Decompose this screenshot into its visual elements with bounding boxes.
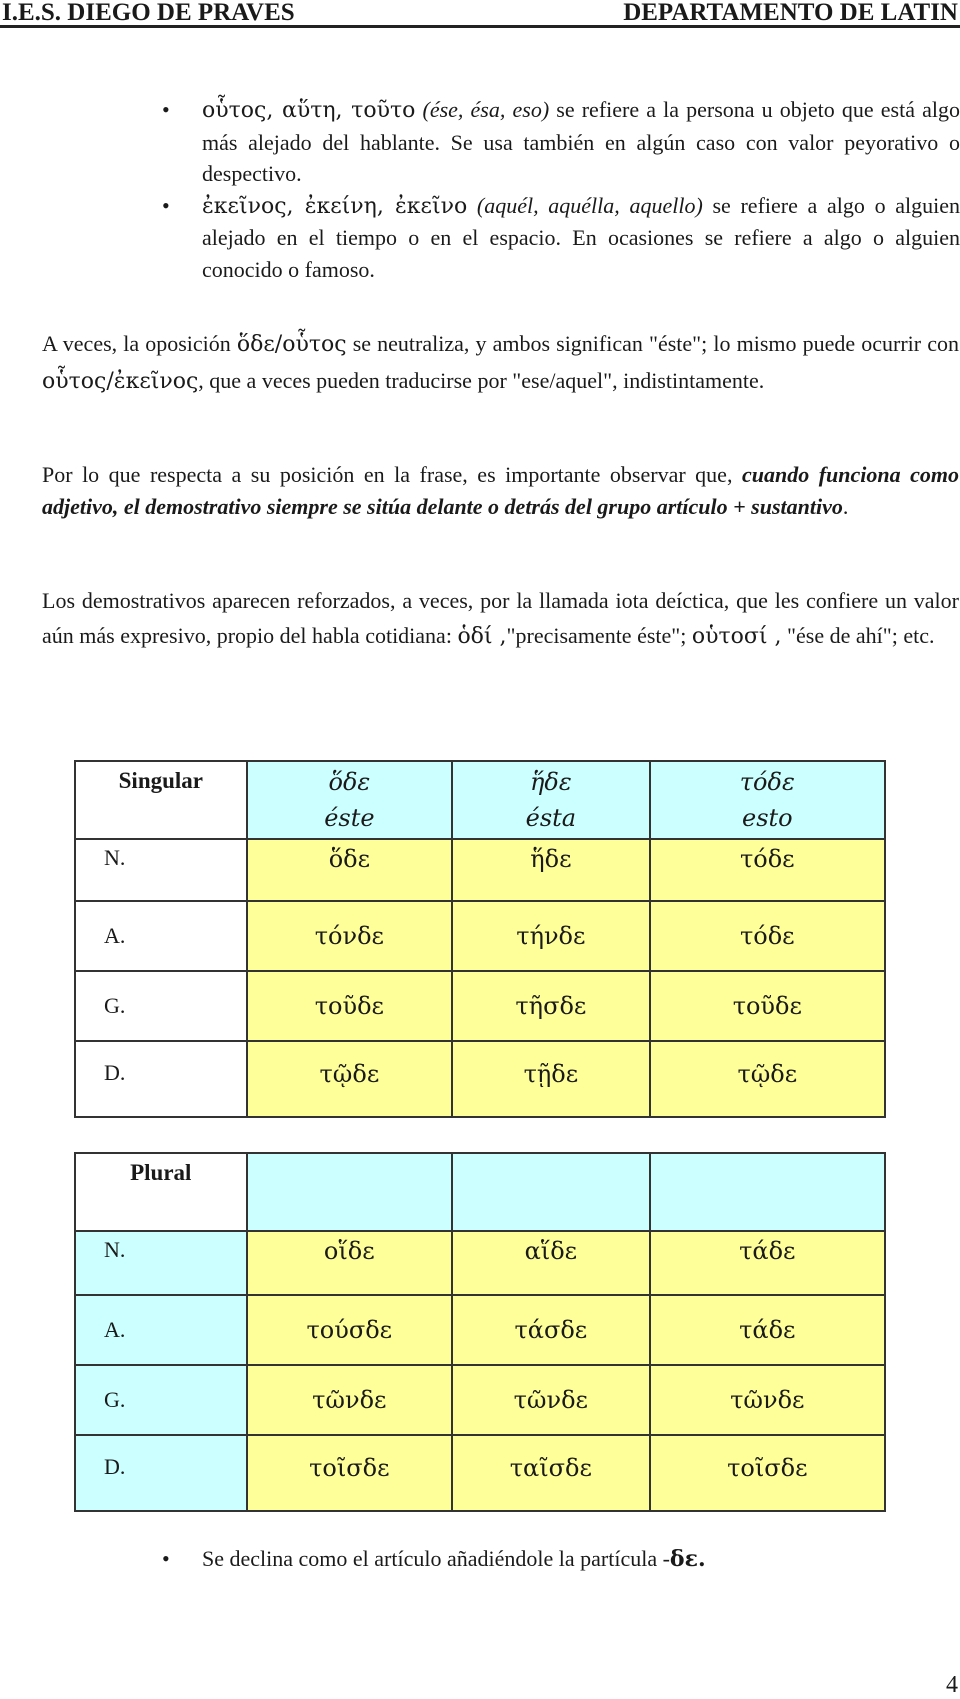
table-cell: τῶνδε [650,1365,885,1435]
paragraph-iota-deictic [42,583,959,654]
bullet-note [162,1543,960,1576]
emphasis: cuando funciona como adjetivo, el demostrativo siempre se sitúa delante o detrás del grupo artículo + sustantivo [42,462,959,519]
school-name: I.E.S. DIEGO DE PRAVES [2,0,295,26]
table-cell: τῶνδε [247,1365,453,1435]
table-row [75,1231,885,1295]
description: se refiere a algo o alguien alejado en el tiempo o en el espacio. En ocasiones se refiere a algo o alguien conocido o famoso. [202,192,960,282]
description: se refiere a la persona u objeto que está algo más alejado del hablante. Se usa también en algún caso con valor peyorativo o despectivo. [202,97,960,186]
table-cell: τούσδε [247,1295,453,1365]
text: "precisamente éste"; [506,623,692,648]
paragraph-position [42,459,959,522]
gloss: esto [742,804,793,832]
demonstrative-bullet-list [162,94,960,285]
text: "ése de ahí"; etc. [781,623,935,648]
table-cell: ὅδε [247,839,452,901]
singular-declension-table [74,760,886,1118]
table-cell: τάδε [650,1231,885,1295]
greek-term: ὅδε/οὗτος [236,332,347,357]
declension-note [162,1543,960,1576]
gloss: éste [324,804,375,832]
header-cell [247,1153,453,1231]
greek-term: οὑτοσί , [691,624,782,649]
bullet-outos [162,94,960,190]
table-cell: τάσδε [452,1295,650,1365]
header-cell [650,1153,885,1231]
case-label: G. [75,971,247,1041]
table-cell: τάδε [650,1295,885,1365]
text: , que a veces pueden traducirse por "ese/aquel", indistintamente. [198,367,765,393]
department-name: DEPARTAMENTO DE LATIN [623,0,958,26]
greek-form: ἥδε [530,768,572,796]
text: se neutraliza, y ambos significan "éste"; lo mismo puede ocurrir con [346,331,959,356]
greek-forms: ἐκεῖνος, ἐκείνη, ἐκεῖνο [202,193,468,219]
table-cell: τῷδε [650,1041,885,1117]
table-row [75,839,885,901]
table-header-row [75,1153,885,1231]
header-cell [247,761,452,839]
text: Por lo que respecta a su posición en la frase, es importante observar que, [42,462,742,487]
table-cell: ἥδε [452,839,650,901]
table-cell: τόδε [650,901,885,971]
case-label: A. [75,901,247,971]
case-label: N. [75,839,247,901]
table-header-row [75,761,885,839]
case-label: D. [75,1041,247,1117]
header-cell [452,1153,650,1231]
plural-label: Plural [75,1153,247,1231]
table-cell: οἵδε [247,1231,453,1295]
gloss: ésta [525,804,577,832]
greek-term: ὁδί , [457,624,507,649]
case-label: A. [75,1295,247,1365]
table-cell: τόδε [650,839,885,901]
table-cell: αἵδε [452,1231,650,1295]
header-cell [452,761,650,839]
singular-label: Singular [75,761,247,839]
table-cell: τῷδε [247,1041,452,1117]
case-label: G. [75,1365,247,1435]
meaning: (ése, ésa, eso) [415,97,550,122]
greek-form: ὅδε [328,768,371,796]
case-label: N. [75,1231,247,1295]
bullet-marker: • [162,192,170,218]
greek-forms: οὗτος, αὕτη, τοῦτο [202,98,416,123]
bullet-ekeinos [162,190,960,286]
greek-form: τόδε [739,768,795,796]
meaning: (aquél, aquélla, aquello) [467,192,703,218]
text: Los demostrativos aparecen reforzados, a veces, por la llamada iota deíctica, que les confiere un valor aún más expresivo, propio del habla cotidiana: [42,588,959,648]
page-header [0,0,960,28]
table-cell: τῶνδε [452,1365,650,1435]
table-cell: ταῖσδε [452,1435,650,1511]
table-row [75,971,885,1041]
greek-term: οὗτος/ἐκεῖνος [42,368,199,394]
table-row [75,1435,885,1511]
plural-declension-table [74,1152,886,1512]
table-cell: τῇδε [452,1041,650,1117]
table-cell: τήνδε [452,901,650,971]
table-cell: τοῖσδε [247,1435,453,1511]
table-cell: τόνδε [247,901,452,971]
text: A veces, la oposición [42,331,237,356]
text: . [842,493,849,519]
header-cell [650,761,885,839]
paragraph-neutralization [42,326,959,399]
greek-particle: δε. [669,1546,706,1572]
table-row [75,1295,885,1365]
bullet-marker: • [162,1546,170,1571]
table-cell: τοῦδε [650,971,885,1041]
table-row [75,901,885,971]
case-label: D. [75,1435,247,1511]
table-row [75,1365,885,1435]
page-number: 4 [946,1672,958,1698]
table-cell: τοῖσδε [650,1435,885,1511]
table-cell: τῆσδε [452,971,650,1041]
bullet-marker: • [162,97,170,122]
table-cell: τοῦδε [247,971,452,1041]
note-text: Se declina como el artículo añadiéndole la partícula - [202,1546,670,1571]
table-row [75,1041,885,1117]
